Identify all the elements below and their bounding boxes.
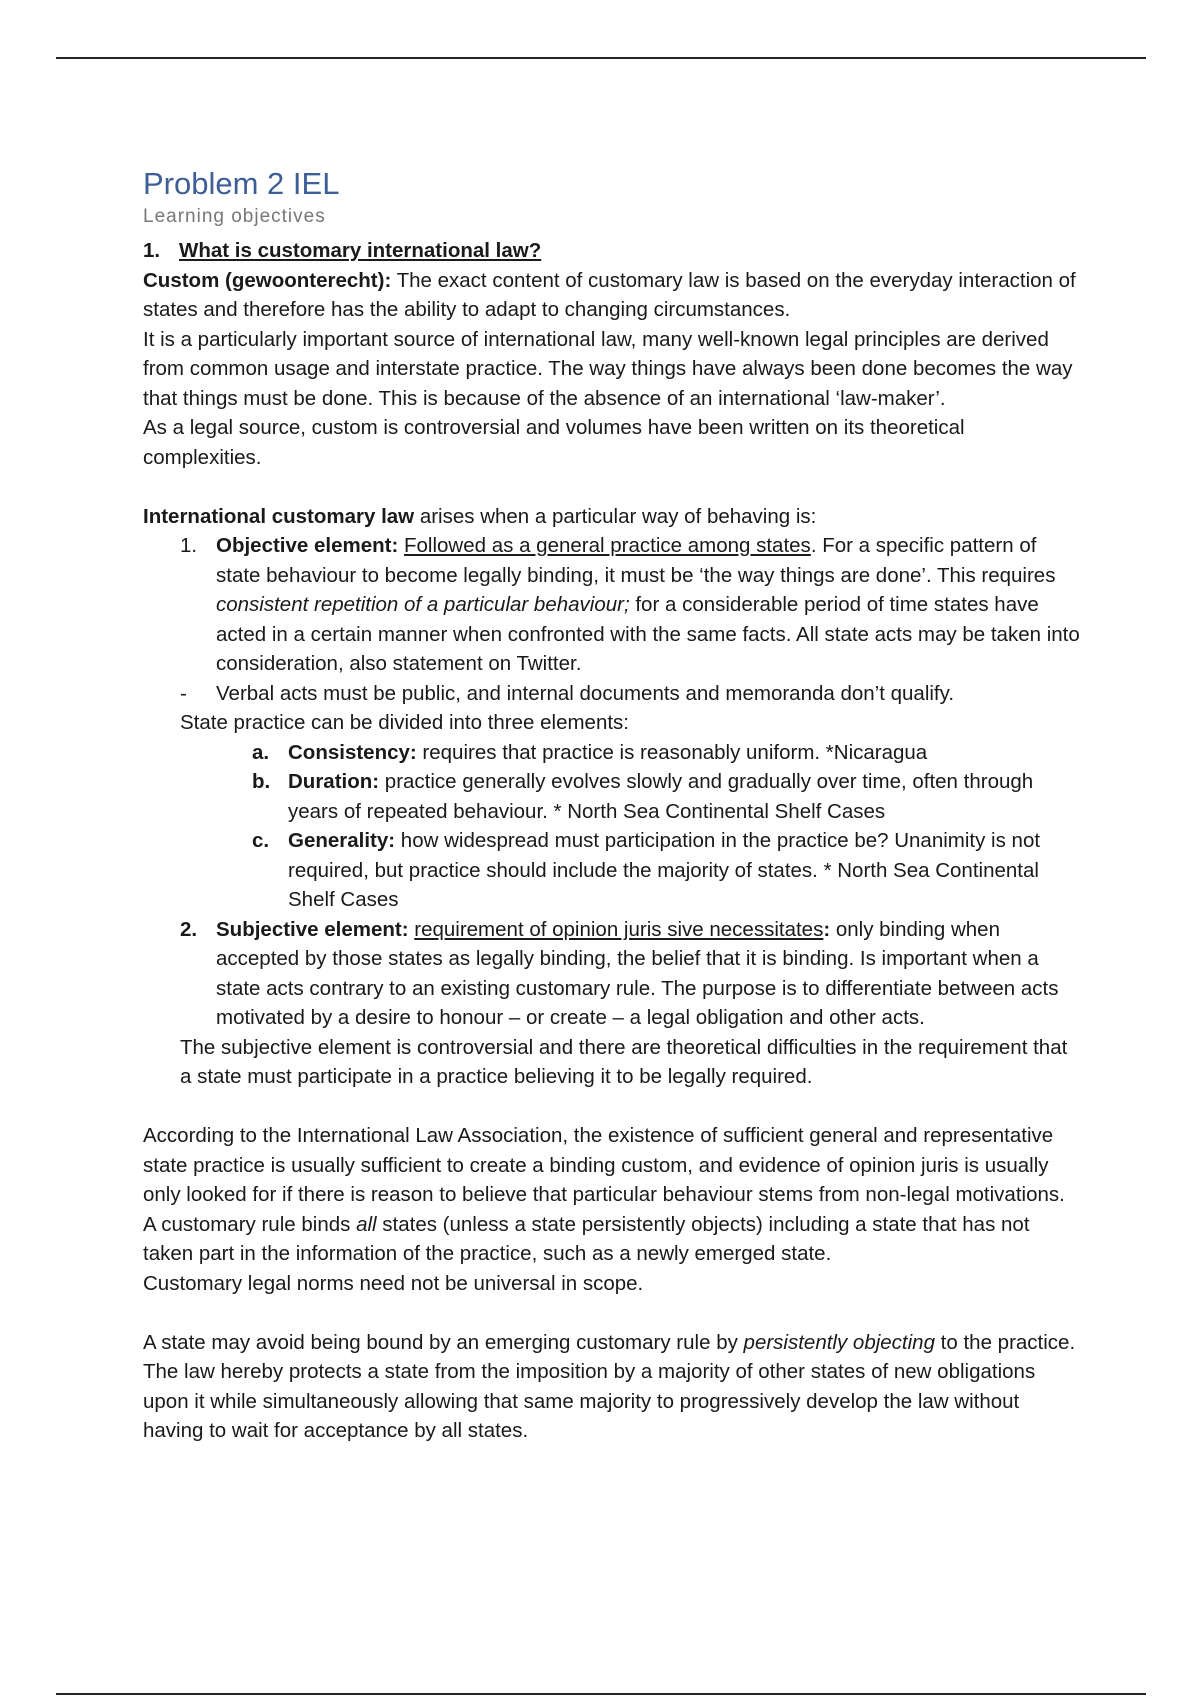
dash-item-text: Verbal acts must be public, and internal documents and memoranda don’t qualify. <box>216 681 955 705</box>
ila-text-a: A customary rule binds <box>143 1212 357 1236</box>
section-heading-text: What is customary international law? <box>179 239 542 262</box>
icl-paragraph <box>143 502 1083 532</box>
subjective-element-item <box>143 915 1083 1033</box>
intro-paragraph-2: It is a particularly important source of international law, many well-known legal principles are derived from common usage and interstate practice. The way things have always been done becomes the way that things must be done. This is because of the absence of an international ‘law-maker’. <box>143 327 1073 410</box>
intro-paragraph-3: As a legal source, custom is controversial and volumes have been written on its theoretical complexities. <box>143 416 965 469</box>
element-text: practice generally evolves slowly and gradually over time, often through years of repeated behaviour. * North Sea Continental Shelf Cases <box>288 770 1034 823</box>
document-title: Problem 2 IEL <box>143 166 340 201</box>
custom-label: Custom (gewoonterecht): <box>143 268 392 292</box>
persistent-text-b: to the practice. The law hereby protects a state from the imposition by a majority of other states of new obligations upon it while simultaneously allowing that same majority to progressively develop the law without having to wait for acceptance by all states. <box>143 1330 1076 1442</box>
element-label: Generality: <box>288 829 396 852</box>
spacer <box>143 1092 1083 1122</box>
subjective-colon: : <box>823 917 831 941</box>
document-page <box>143 166 1083 1446</box>
element-item-generality <box>143 826 1083 915</box>
ila-italic: all <box>356 1212 377 1236</box>
header-rule <box>56 57 1146 59</box>
element-text: how widespread must participation in the practice be? Unanimity is not required, but practice should include the majority of states. * North Sea Continental Shelf Cases <box>288 829 1041 911</box>
objective-underlined: Followed as a general practice among states <box>404 534 811 557</box>
subjective-note: The subjective element is controversial and there are theoretical difficulties in the requirement that a state must participate in a practice believing it to be legally required. <box>180 1035 1068 1088</box>
objective-italic: consistent repetition of a particular behaviour; <box>216 593 630 616</box>
ila-paragraph-2 <box>143 1210 1083 1269</box>
persistent-text-a: A state may avoid being bound by an emerging customary rule by <box>143 1330 744 1354</box>
list-marker: 1. <box>180 534 198 557</box>
section-number: 1. <box>143 239 161 262</box>
section-heading <box>143 236 1083 266</box>
subjective-underlined: requirement of opinion juris sive necessitates <box>414 917 824 941</box>
objective-element-item <box>143 531 1083 679</box>
subjective-text: only binding when accepted by those states as legally binding, the belief that it is binding. Is important when a state acts contrary to an existing customary rule. The purpose is to differentiate between acts motivated by a desire to honour – or create – a legal obligation and other acts. <box>216 917 1059 1029</box>
sub-marker: a. <box>252 740 270 764</box>
element-label: Duration: <box>288 770 380 793</box>
custom-text: The exact content of customary law is based on the everyday interaction of states and therefore has the ability to adapt to changing circumstances. <box>143 268 1076 321</box>
state-practice-intro: State practice can be divided into three elements: <box>180 711 629 734</box>
ila-paragraph-3: Customary legal norms need not be universal in scope. <box>143 1271 644 1295</box>
element-text: requires that practice is reasonably uniform. *Nicaragua <box>416 740 928 764</box>
objective-text-b: for a considerable period of time states have acted in a certain manner when confronted with the same facts. All state acts may be taken into consideration, also statement on Twitter. <box>216 593 1080 675</box>
ila-text-b: states (unless a state persistently objects) including a state that has not taken part in the information of the practice, such as a newly emerged state. <box>143 1212 1030 1265</box>
persistent-italic: persistently objecting <box>743 1330 935 1354</box>
element-item-duration <box>143 767 1083 826</box>
objective-label: Objective element: <box>216 534 399 557</box>
footer-rule <box>56 1693 1146 1695</box>
spacer <box>143 472 1083 502</box>
element-label: Consistency: <box>288 740 417 764</box>
dash-marker: - <box>180 681 187 705</box>
subjective-label: Subjective element: <box>216 917 409 941</box>
spacer <box>143 1298 1083 1328</box>
icl-text: arises when a particular way of behaving is: <box>414 504 817 528</box>
intro-paragraph <box>143 266 1083 325</box>
icl-label: International customary law <box>143 504 415 528</box>
element-item-consistency <box>143 738 1083 768</box>
list-marker: 2. <box>180 917 198 941</box>
sub-marker: c. <box>252 829 270 852</box>
dash-item <box>143 679 1083 709</box>
persistent-objector-paragraph <box>143 1328 1083 1446</box>
document-subtitle: Learning objectives <box>143 206 326 227</box>
ila-paragraph-1: According to the International Law Association, the existence of sufficient general and representative state practice is usually sufficient to create a binding custom, and evidence of opinion juris is usually only looked for if there is reason to believe that particular behaviour stems from non-legal motivations. <box>143 1124 1065 1206</box>
objective-text-a: . For a specific pattern of state behaviour to become legally binding, it must be ‘the way things are done’. This requires <box>216 534 1056 587</box>
sub-marker: b. <box>252 770 271 793</box>
